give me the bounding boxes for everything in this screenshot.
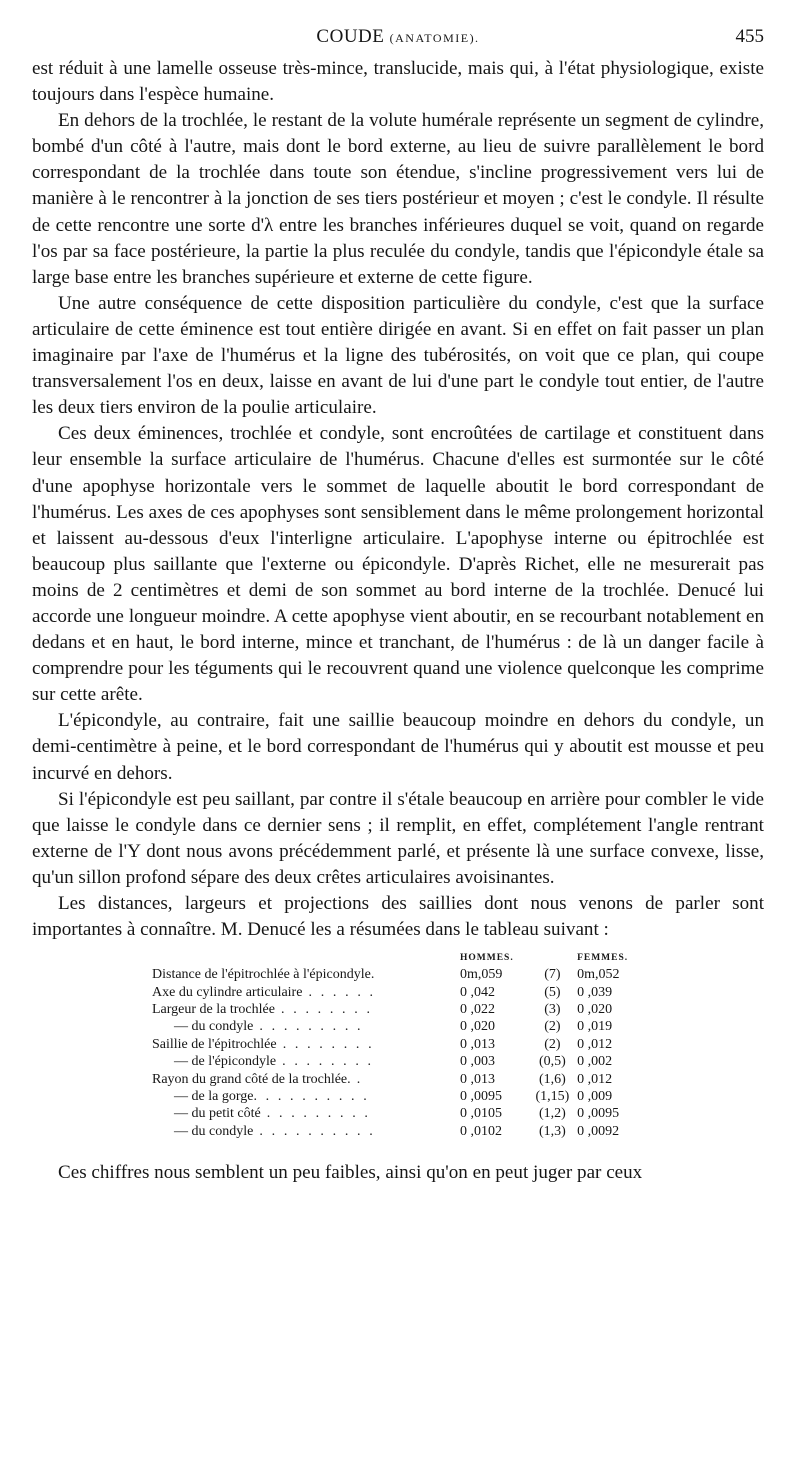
table-row [152,1001,647,1018]
men-value: 0 ,013 [460,1071,495,1087]
paragraph: est réduit à une lamelle osseuse très-mince, translucide, mais qui, à l'état physiologique, existe toujours dans l'espèce humaine. [32,58,764,106]
closing-paragraph: Ces chiffres nous semblent un peu faibles, ainsi qu'on en peut juger par ceux [58,1162,643,1184]
measurements-table [152,951,647,1140]
women-value: 0 ,012 [577,1071,613,1087]
page-number: 455 [735,26,764,47]
table-row [152,984,647,1001]
ratio-value: (1,2) [538,1106,566,1122]
ratio-value: (7) [544,967,561,983]
women-value: 0m,052 [577,967,620,983]
men-value: 0 ,022 [460,1002,495,1017]
row-label: Axe du cylindre articulaire . . . . . . [152,984,376,1000]
row-label: — du condyle . . . . . . . . . . [174,1123,376,1139]
men-value: 0 ,042 [460,984,495,1000]
table-row [152,1036,647,1053]
ratio-value: (5) [544,984,561,1000]
women-value: 0 ,019 [577,1019,613,1035]
women-value: 0 ,002 [577,1054,613,1070]
ratio-value: (2) [544,1019,561,1035]
paragraph: Si l'épicondyle est peu saillant, par contre il s'étale beaucoup en arrière pour combler le vide que laisse le condyle dans ce dernier sens ; il remplit, en effet, complétement l'angle rentrant externe de l'Y dont nous avons précédemment parlé, et présente là une surface convexe, lisse, qu'un sillon profond sépare des deux crêtes articulaires avoisinantes. [32,788,764,888]
page [32,26,764,1186]
men-value: 0 ,013 [460,1036,495,1052]
men-value: 0 ,003 [460,1054,495,1070]
paragraph: Les distances, largeurs et projections des saillies dont nous venons de parler sont importantes à connaître. M. Denucé les a résumées dans le tableau suivant : [32,893,764,941]
row-label: — du petit côté . . . . . . . . . [174,1106,371,1122]
women-value: 0 ,020 [577,1002,613,1017]
table-header-row [152,951,647,966]
running-header [32,26,764,56]
men-value: 0m,059 [460,967,503,983]
row-label: Distance de l'épitrochlée à l'épicondyle. [152,967,375,983]
paragraph: En dehors de la trochlée, le restant de la volute humérale représente un segment de cylindre, bombé d'un côté à l'autre, mais dont le bord externe, au lieu de suivre parallèlement le bord correspondant de la trochlée dans toute son étendue, s'incline progressivement vers lui de manière à le rencontrer à la jonction de ses tiers postérieur et moyen ; c'est le condyle. Il résulte de cette rencontre une sorte d'λ entre les branches inférieures duquel se voit, quand on regarde l'os par sa face postérieure, la partie la plus reculée du condyle, tandis que l'épicondyle étale sa large base entre les branches supérieure et externe de cette figure. [32,110,764,288]
table-row [152,1123,647,1140]
column-header-men: HOMMES. [460,953,514,964]
paragraph: L'épicondyle, au contraire, fait une saillie beaucoup moindre en dehors du condyle, un demi-centimètre à peine, et le bord correspondant de l'humérus qui y aboutit est mousse et peu incurvé en dehors. [32,710,764,784]
row-label: — du condyle . . . . . . . . . [174,1019,364,1035]
women-value: 0 ,012 [577,1036,613,1052]
running-title-main: COUDE [316,26,385,47]
running-title [32,26,764,48]
ratio-value: (3) [544,1002,561,1017]
table-row [152,1105,647,1122]
paragraph: Une autre conséquence de cette disposition particulière du condyle, c'est que la surface articulaire de cette éminence est tout entière dirigée en avant. Si en effet on fait passer un plan imaginaire par l'axe de l'humérus et la ligne des tubérosités, on voit que ce plan, qui coupe transversalement l'os en deux, laisse en avant de lui d'une part le condyle tout entier, de l'autre les deux tiers environ de la poulie articulaire. [32,292,764,419]
table-row [152,966,647,983]
men-value: 0 ,0095 [460,1089,502,1105]
women-value: 0 ,039 [577,984,613,1000]
table-row [152,1071,647,1088]
paragraph: Ces deux éminences, trochlée et condyle, sont encroûtées de cartilage et constituent dans leur ensemble la surface articulaire de l'humérus. Chacune d'elles est surmontée sur le côté d'une apophyse horizontale vers le sommet de laquelle aboutit le bord correspondant de l'humérus. Les axes de ces apophyses sont sensiblement dans le même prolongement horizontal et laissent au-dessous d'eux l'interligne articulaire. L'apophyse interne ou épitrochlée est beaucoup plus saillante que l'externe ou épicondyle. D'après Richet, elle ne mesurerait pas moins de 2 centimètres et demi de son sommet au bord interne de la trochlée. Denucé lui accorde une longueur moindre. A cette apophyse vient aboutir, en se recourbant notablement en dedans et en haut, le bord interne, mince et tranchant, de l'humérus : de là un danger facile à comprendre pour les téguments qui le recouvrent quand une violence quelconque les comprime sur cette arête. [32,423,764,706]
men-value: 0 ,0105 [460,1106,502,1122]
women-value: 0 ,009 [577,1089,613,1105]
women-value: 0 ,0092 [577,1123,620,1139]
ratio-value: (1,3) [538,1123,566,1139]
column-header-women: FEMMES. [577,953,629,964]
ratio-value: (1,15) [535,1089,570,1105]
running-title-sub: (ANATOMIE). [389,31,480,45]
ratio-value: (2) [544,1036,561,1052]
table-row [152,1053,647,1070]
row-label: — de la gorge. . . . . . . . . . [174,1089,370,1105]
row-label: Largeur de la trochlée . . . . . . . . [152,1002,373,1017]
ratio-value: (0,5) [538,1054,566,1070]
men-value: 0 ,020 [460,1019,495,1035]
row-label: Rayon du grand côté de la trochlée. . [152,1071,363,1087]
ratio-value: (1,6) [538,1071,566,1087]
table-row [152,1018,647,1035]
row-label: Saillie de l'épitrochlée . . . . . . . . [152,1036,375,1052]
women-value: 0 ,0095 [577,1106,620,1122]
body-text [32,56,764,943]
men-value: 0 ,0102 [460,1123,502,1139]
row-label: — de l'épicondyle . . . . . . . . [174,1054,374,1070]
table-row [152,1088,647,1105]
